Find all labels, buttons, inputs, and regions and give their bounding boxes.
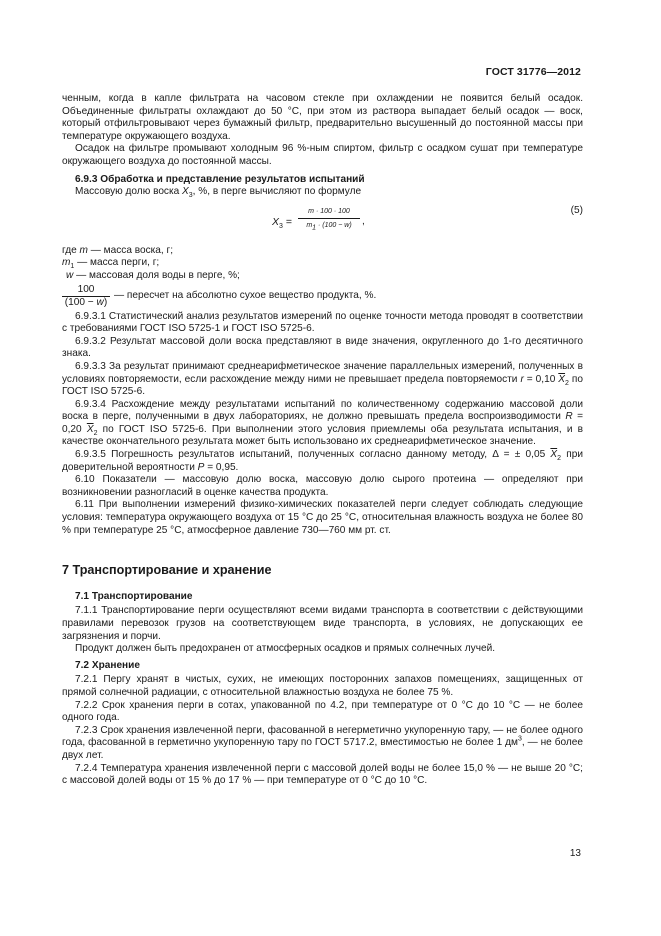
paragraph-6-11: 6.11 При выполнении измерений физико-химических показателей перги следует соблюдать следующие условия: температура окружающего воздуха от 15 °С до 25 °С, относительная влажность воздуха не более 80 % при температуре 25 °С, атмосферное давление 730—760 мм рт. ст. [62,499,583,536]
paragraph-6-10: 6.10 Показатели — массовую долю воска, массовую долю сырого протеина — определяют при возникновении разногласий в оценке качества продукта. [62,474,583,498]
paragraph-7-2-4: 7.2.4 Температура хранения извлеченной перги с массовой долей воды не более 15,0 % — не выше 20 °С; с массовой долей воды от 15 % до 17 % — при температуре от 0 °С до 10 °С. [62,762,583,787]
paragraph-6-9-3-5: 6.9.3.5 Погрешность результатов испытаний, полученных согласно данному методу, Δ = ± 0,05 $\overline{X}_2$ при доверительной вероятности P = 0,95. [62,449,583,473]
paragraph-filter-wash: Осадок на фильтре промывают холодным 96 %-ным спиртом, фильтр с осадком сушат при температуре окружающего воздуха до постоянной массы. [62,143,583,167]
paragraph-7-1-1: 7.1.1 Транспортирование перги осуществляют всеми видами транспорта в соответствии с действующими правилами перевозок грузов на соответствующем виде транспорта, в условиях, не допускающих ее загрязнения и порчи. [62,605,583,642]
document-body [62,93,583,788]
page-number: 13 [569,848,581,859]
document-code-header: ГОСТ 31776—2012 [485,66,581,78]
paragraph-7-2-1: 7.2.1 Пергу хранят в чистых, сухих, не имеющих посторонних запахов помещениях, защищенных от прямой солнечной радиации, с относительной влажностью воздуха не более 75 %. [62,674,583,698]
section-heading-7: 7 Транспортирование и хранение [62,563,272,578]
formula-comma: , [362,215,365,227]
formula-number: (5) [570,204,583,216]
paragraph-6-9-3-4: 6.9.3.4 Расхождение между результатами испытаний по количественному содержанию массовой доли воска в перге, полученными в двух лабораториях, не должно превышать предела воспроизводимости R = 0,20 $\overline{X}_2$ по ГОСТ ISO 5725-6. При выполнении этого условия приемлемы оба результата испытания, и в качестве окончательного результата может быть использовано их среднеарифметическое значение. [62,398,584,448]
where-clause [62,245,583,309]
section-heading-6-9-3: 6.9.3 Обработка и представление результатов испытаний [75,173,365,185]
formula-numerator: m · 100 · 100 [298,207,360,219]
where-item-m: где m — масса воска, г; [62,244,173,256]
paragraph-7-2-2: 7.2.2 Срок хранения перги в сотах, упакованной по 4.2, при температуре от 0 °С до 10 °С — не более одного года. [62,699,583,724]
section-heading-7-1: 7.1 Транспортирование [75,590,193,602]
where-item-m1: $m_1$ — масса перги, г; [62,257,160,271]
formula-intro: Массовую долю воска $X_3$, %, в перге вычисляют по формуле [75,186,362,200]
formula-fraction [298,207,360,230]
formula-denominator: $m_1 \cdot (100 - w)$ [306,221,352,232]
formula-5 [62,203,583,243]
continued-paragraph: ченным, когда в капле фильтрата на часовом стекле при охлаждении не появится белый осадок. Объединенные фильтраты охлаждают до 50 °С, при этом из раствора выпадает белый осадок — воск, который отфильтровывают через бумажный фильтр, предварительно высушенный до постоянной массы при температуре окружающего воздуха. [62,93,583,142]
paragraph-6-9-3-3: 6.9.3.3 За результат принимают среднеарифметическое значение параллельных измерений, полученных в условиях повторяемости, если расхождение между ними не превышает предела повторяемости r = 0,10 $\overline{X}_2$ по ГОСТ ISO 5725-6. [62,360,583,398]
where-item-w: w — массовая доля воды в перге, %; [66,269,240,281]
paragraph-7-1-1-b: Продукт должен быть предохранен от атмосферных осадков и прямых солнечных лучей. [75,643,496,655]
formula-lhs: $X_3$ = [272,215,292,230]
paragraph-7-2-3: 7.2.3 Срок хранения извлеченной перги, фасованной в негерметично укупоренную тару, — не более одного года, фасованной в герметично укупоренную тару по ГОСТ 5717.2, вместимостью не более 1 $дм^3$, — не более двух лет. [62,724,583,761]
paragraph-6-9-3-1: 6.9.3.1 Статистический анализ результатов измерений по оценке точности метода проводят в соответствии с требованиями ГОСТ ISO 5725-1 и ГОСТ ISO 5725-6. [62,310,583,335]
where-item-dry-fraction: 100 (100 − w) — пересчет на абсолютно сухое вещество продукта, %. [62,284,583,309]
paragraph-6-9-3-2: 6.9.3.2 Результат массовой доли воска представляют в виде значения, округленного до 1-го десятичного знака. [62,335,583,360]
dry-fraction: 100 (100 − w) [62,284,110,309]
section-heading-7-2: 7.2 Хранение [75,659,140,671]
